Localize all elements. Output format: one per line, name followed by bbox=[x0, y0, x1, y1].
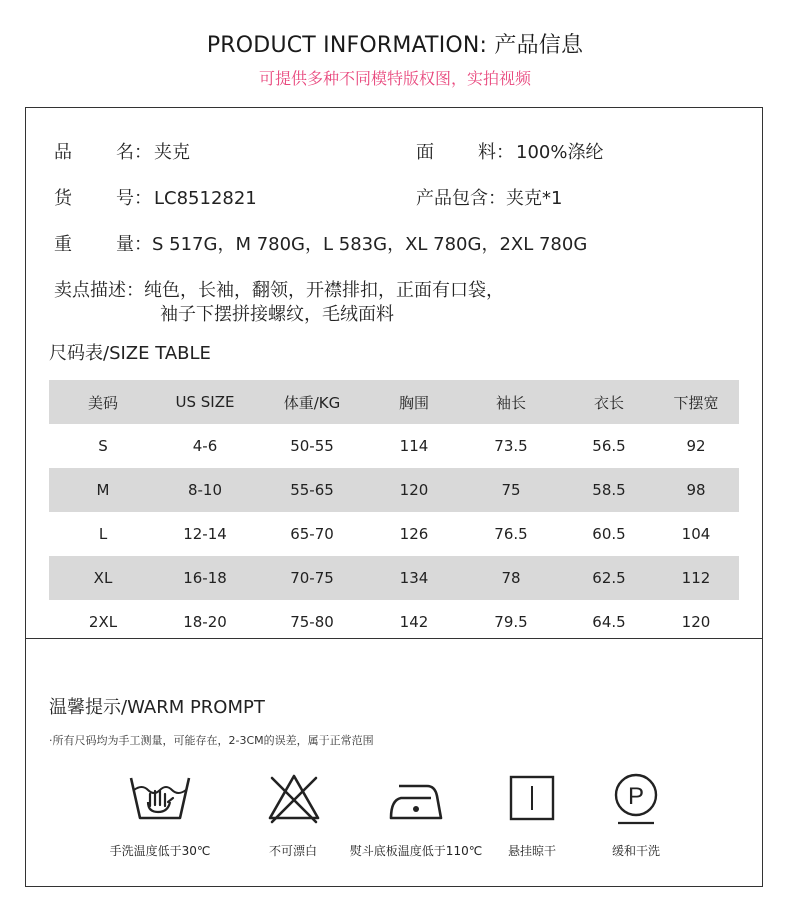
table-cell: S bbox=[98, 437, 108, 455]
weight-value: S 517G，M 780G，L 583G，XL 780G，2XL 780G bbox=[152, 234, 588, 255]
iron-low-label: 熨斗底板温度低于110℃ bbox=[349, 844, 483, 858]
table-cell: 73.5 bbox=[494, 437, 528, 455]
table-cell: 64.5 bbox=[592, 613, 626, 631]
table-row bbox=[49, 468, 739, 512]
size-table-header bbox=[49, 380, 739, 424]
table-cell: 104 bbox=[681, 525, 711, 543]
header-cell: 胸围 bbox=[371, 380, 457, 424]
svg-text:P: P bbox=[627, 783, 645, 810]
table-cell: 4-6 bbox=[192, 437, 218, 455]
table-cell: 55-65 bbox=[253, 468, 371, 512]
item-number-row bbox=[54, 184, 257, 210]
table-cell: 65-70 bbox=[290, 525, 334, 543]
table-row bbox=[49, 556, 739, 600]
no-bleach-label: 不可漂白 bbox=[268, 844, 318, 858]
table-cell: 2XL bbox=[88, 613, 118, 631]
page-subtitle: 可提供多种不同模特版权图，实拍视频 bbox=[258, 69, 531, 88]
table-cell: 98 bbox=[653, 468, 739, 512]
size-table bbox=[49, 380, 739, 644]
product-name-label-b: 名： bbox=[116, 142, 152, 163]
warm-prompt-title: 温馨提示/WARM PROMPT bbox=[49, 697, 265, 718]
table-cell: 18-20 bbox=[183, 613, 227, 631]
no-bleach-icon bbox=[266, 772, 322, 824]
table-cell: 50-55 bbox=[290, 437, 334, 455]
table-cell: 8-10 bbox=[157, 468, 253, 512]
table-row bbox=[49, 512, 739, 556]
contents-row bbox=[416, 184, 562, 210]
table-cell: XL bbox=[49, 556, 157, 600]
table-cell: 114 bbox=[399, 437, 429, 455]
item-number-value: LC8512821 bbox=[154, 188, 257, 209]
hang-dry-label: 悬挂晾干 bbox=[507, 844, 557, 858]
table-cell: 75-80 bbox=[290, 613, 334, 631]
selling-points-line1: 纯色，长袖，翻领，开襟排扣，正面有口袋， bbox=[144, 280, 504, 301]
table-cell: 70-75 bbox=[253, 556, 371, 600]
table-cell: 75 bbox=[457, 468, 565, 512]
fabric-label-a: 面 bbox=[416, 142, 434, 163]
product-name-row bbox=[54, 138, 190, 164]
table-cell: 134 bbox=[371, 556, 457, 600]
header-cell: 体重/KG bbox=[253, 380, 371, 424]
table-cell: 112 bbox=[653, 556, 739, 600]
table-cell: 78 bbox=[457, 556, 565, 600]
weight-row bbox=[54, 230, 587, 256]
table-cell: 60.5 bbox=[592, 525, 626, 543]
hand-wash-label: 手洗温度低于30℃ bbox=[109, 844, 211, 858]
table-row bbox=[49, 424, 739, 468]
table-cell: 120 bbox=[681, 613, 711, 631]
table-row bbox=[49, 600, 739, 644]
table-cell: 16-18 bbox=[157, 556, 253, 600]
table-cell: 56.5 bbox=[592, 437, 626, 455]
iron-low-icon bbox=[387, 772, 443, 824]
table-cell: M bbox=[49, 468, 157, 512]
product-name-value: 夹克 bbox=[154, 142, 190, 163]
size-table-title: 尺码表/SIZE TABLE bbox=[49, 343, 211, 364]
table-cell: 126 bbox=[399, 525, 429, 543]
table-cell: 142 bbox=[399, 613, 429, 631]
selling-points-line2: 袖子下摆拼接螺纹，毛绒面料 bbox=[160, 304, 394, 325]
table-cell: 62.5 bbox=[565, 556, 653, 600]
hang-dry-icon bbox=[508, 772, 556, 824]
header-cell: 袖长 bbox=[457, 380, 565, 424]
gentle-dry-clean-label: 缓和干洗 bbox=[611, 844, 661, 858]
product-name-label-a: 品 bbox=[54, 142, 72, 163]
table-cell: 79.5 bbox=[494, 613, 528, 631]
table-cell: 58.5 bbox=[565, 468, 653, 512]
measurement-note: ·所有尺码均为手工测量，可能存在，2-3CM的误差，属于正常范围 bbox=[49, 734, 374, 747]
selling-points-row bbox=[54, 276, 504, 302]
header-cell: 衣长 bbox=[565, 380, 653, 424]
page-title: PRODUCT INFORMATION: 产品信息 bbox=[206, 33, 584, 58]
fabric-row bbox=[416, 138, 603, 164]
table-cell: 12-14 bbox=[183, 525, 227, 543]
table-cell: 76.5 bbox=[494, 525, 528, 543]
table-cell: L bbox=[98, 525, 108, 543]
item-number-label-b: 号： bbox=[116, 188, 152, 209]
contents-value: 夹克*1 bbox=[506, 188, 563, 209]
header-cell: US SIZE bbox=[157, 380, 253, 424]
fabric-label-b: 料： bbox=[478, 142, 514, 163]
selling-points-row-2 bbox=[160, 300, 394, 326]
weight-label-a: 重 bbox=[54, 234, 72, 255]
contents-label: 产品包含： bbox=[416, 188, 506, 209]
hand-wash-icon bbox=[128, 772, 192, 824]
selling-points-label: 卖点描述： bbox=[54, 280, 144, 301]
header-cell: 美码 bbox=[49, 380, 157, 424]
weight-label-b: 量： bbox=[116, 234, 152, 255]
table-cell: 92 bbox=[686, 437, 706, 455]
gentle-dry-clean-icon bbox=[610, 772, 662, 828]
item-number-label-a: 货 bbox=[54, 188, 72, 209]
fabric-value: 100%涤纶 bbox=[516, 142, 604, 163]
header-cell: 下摆宽 bbox=[653, 380, 739, 424]
table-cell: 120 bbox=[371, 468, 457, 512]
